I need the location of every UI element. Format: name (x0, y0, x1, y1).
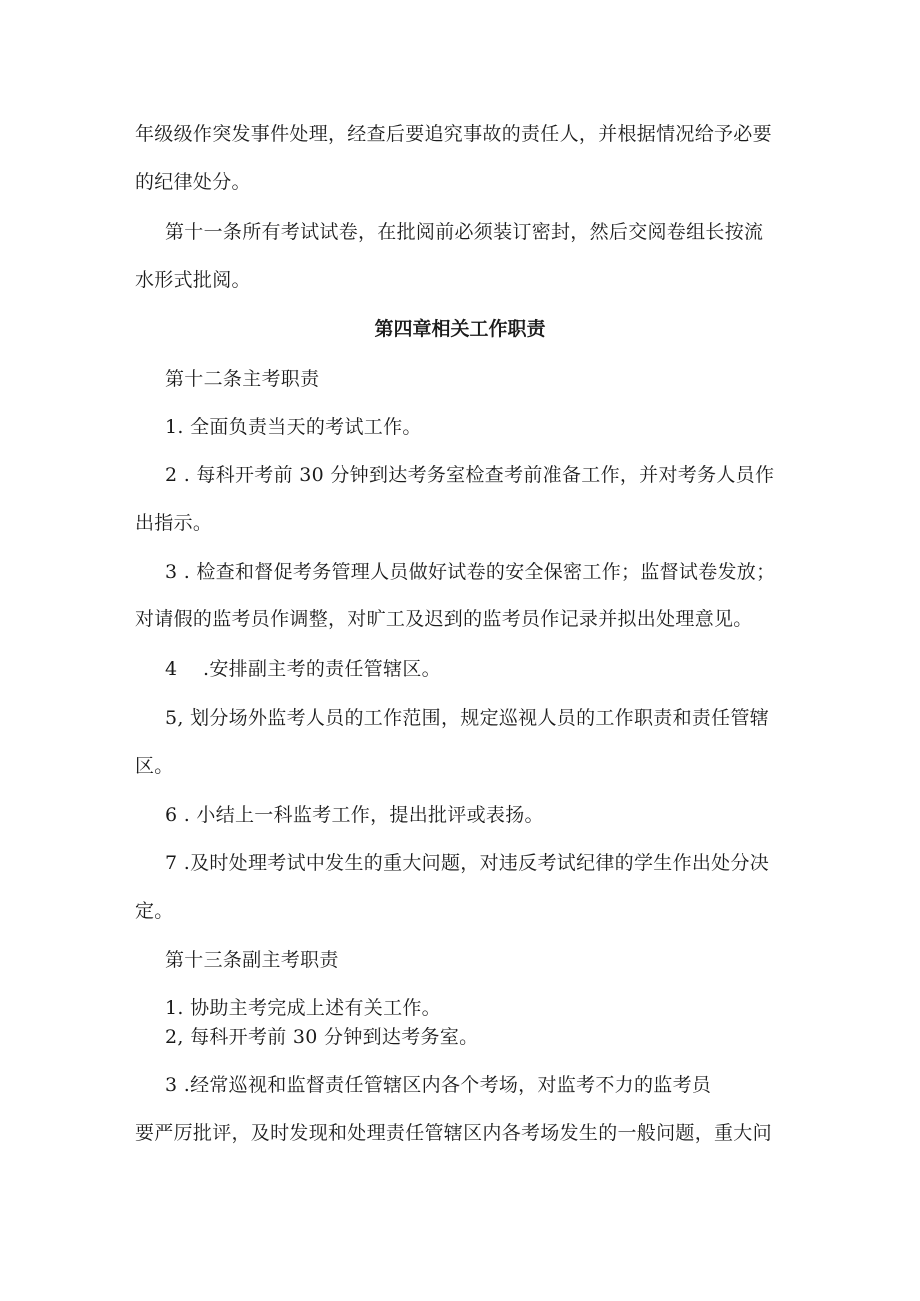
list-item: 2, 每科开考前 30 分钟到达考务室。 (165, 1026, 479, 1048)
list-item: 1. 协助主考完成上述有关工作。 (165, 997, 441, 1019)
list-item: 7 .及时处理考试中发生的重大问题，对违反考试纪律的学生作出处分决 (165, 852, 770, 874)
article-12-title: 第十二条主考职责 (165, 368, 320, 390)
list-item-continuation: 要严厉批评，及时发现和处理责任管辖区内各考场发生的一般问题，重大问 (135, 1122, 772, 1144)
list-item: 1. 全面负责当天的考试工作。 (165, 416, 422, 438)
list-item: 2 . 每科开考前 30 分钟到达考务室检查考前准备工作，并对考务人员作 (165, 464, 775, 486)
list-item-continuation: 对请假的监考员作调整，对旷工及迟到的监考员作记录并拟出处理意见。 (135, 608, 753, 630)
list-item: 3 .经常巡视和监督责任管辖区内各个考场，对监考不力的监考员 (165, 1074, 712, 1096)
list-item-continuation: 区。 (135, 755, 174, 777)
paragraph-line: 年级级作突发事件处理，经查后要追究事故的责任人，并根据情况给予必要 (135, 123, 772, 145)
article-11-line: 第十一条所有考试试卷，在批阅前必须装订密封，然后交阅卷组长按流 (165, 221, 764, 243)
article-11-line: 水形式批阅。 (135, 269, 251, 291)
list-item: 4 .安排副主考的责任管辖区。 (165, 658, 441, 680)
paragraph-line: 的纪律处分。 (135, 171, 251, 193)
list-item: 5, 划分场外监考人员的工作范围，规定巡视人员的工作职责和责任管辖 (165, 707, 770, 729)
list-item-continuation: 出指示。 (135, 512, 213, 534)
list-item: 3 . 检查和督促考务管理人员做好试卷的安全保密工作；监督试卷发放； (165, 561, 776, 583)
list-item-continuation: 定。 (135, 900, 174, 922)
chapter-title: 第四章相关工作职责 (374, 318, 546, 340)
article-13-title: 第十三条副主考职责 (165, 949, 339, 971)
list-item: 6 . 小结上一科监考工作，提出批评或表扬。 (165, 804, 544, 826)
